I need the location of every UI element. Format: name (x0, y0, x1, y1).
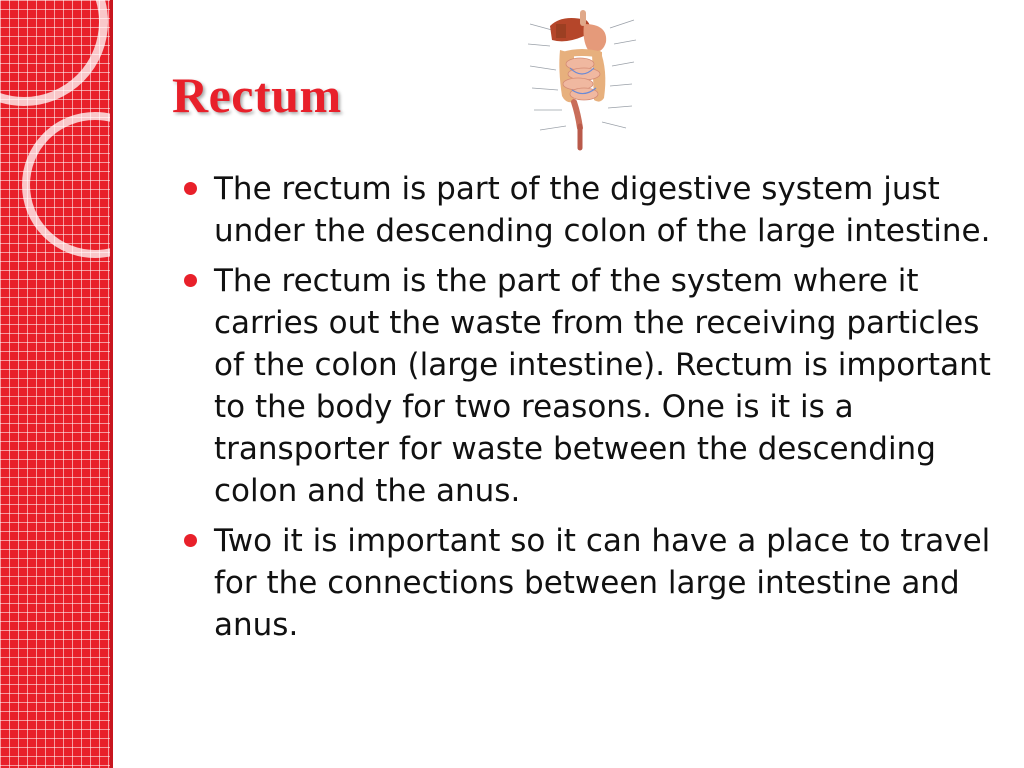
bullet-icon (184, 182, 197, 195)
bullet-item (182, 168, 1002, 252)
decorative-ring (0, 0, 108, 106)
bullet-text: Two it is important so it can have a place to travel for the connections between large intestine and anus. (214, 523, 991, 643)
decorative-ring (22, 112, 113, 258)
bullet-icon (184, 534, 197, 547)
bullet-icon (184, 274, 197, 287)
decorative-side-band (0, 0, 113, 768)
bullet-item (182, 260, 1002, 512)
slide-title: Rectum (172, 67, 342, 123)
digestive-system-icon (522, 10, 642, 158)
bullet-text: The rectum is the part of the system where it carries out the waste from the receiving particles of the colon (large intestine). Rectum is important to the body for two reasons. One is it is a transporter for waste between the descending colon and the anus. (214, 263, 991, 509)
bullet-text: The rectum is part of the digestive system just under the descending colon of the large intestine. (214, 171, 991, 249)
side-band-edge (110, 0, 113, 768)
bullet-item (182, 520, 1002, 646)
bullet-list (182, 168, 1002, 654)
